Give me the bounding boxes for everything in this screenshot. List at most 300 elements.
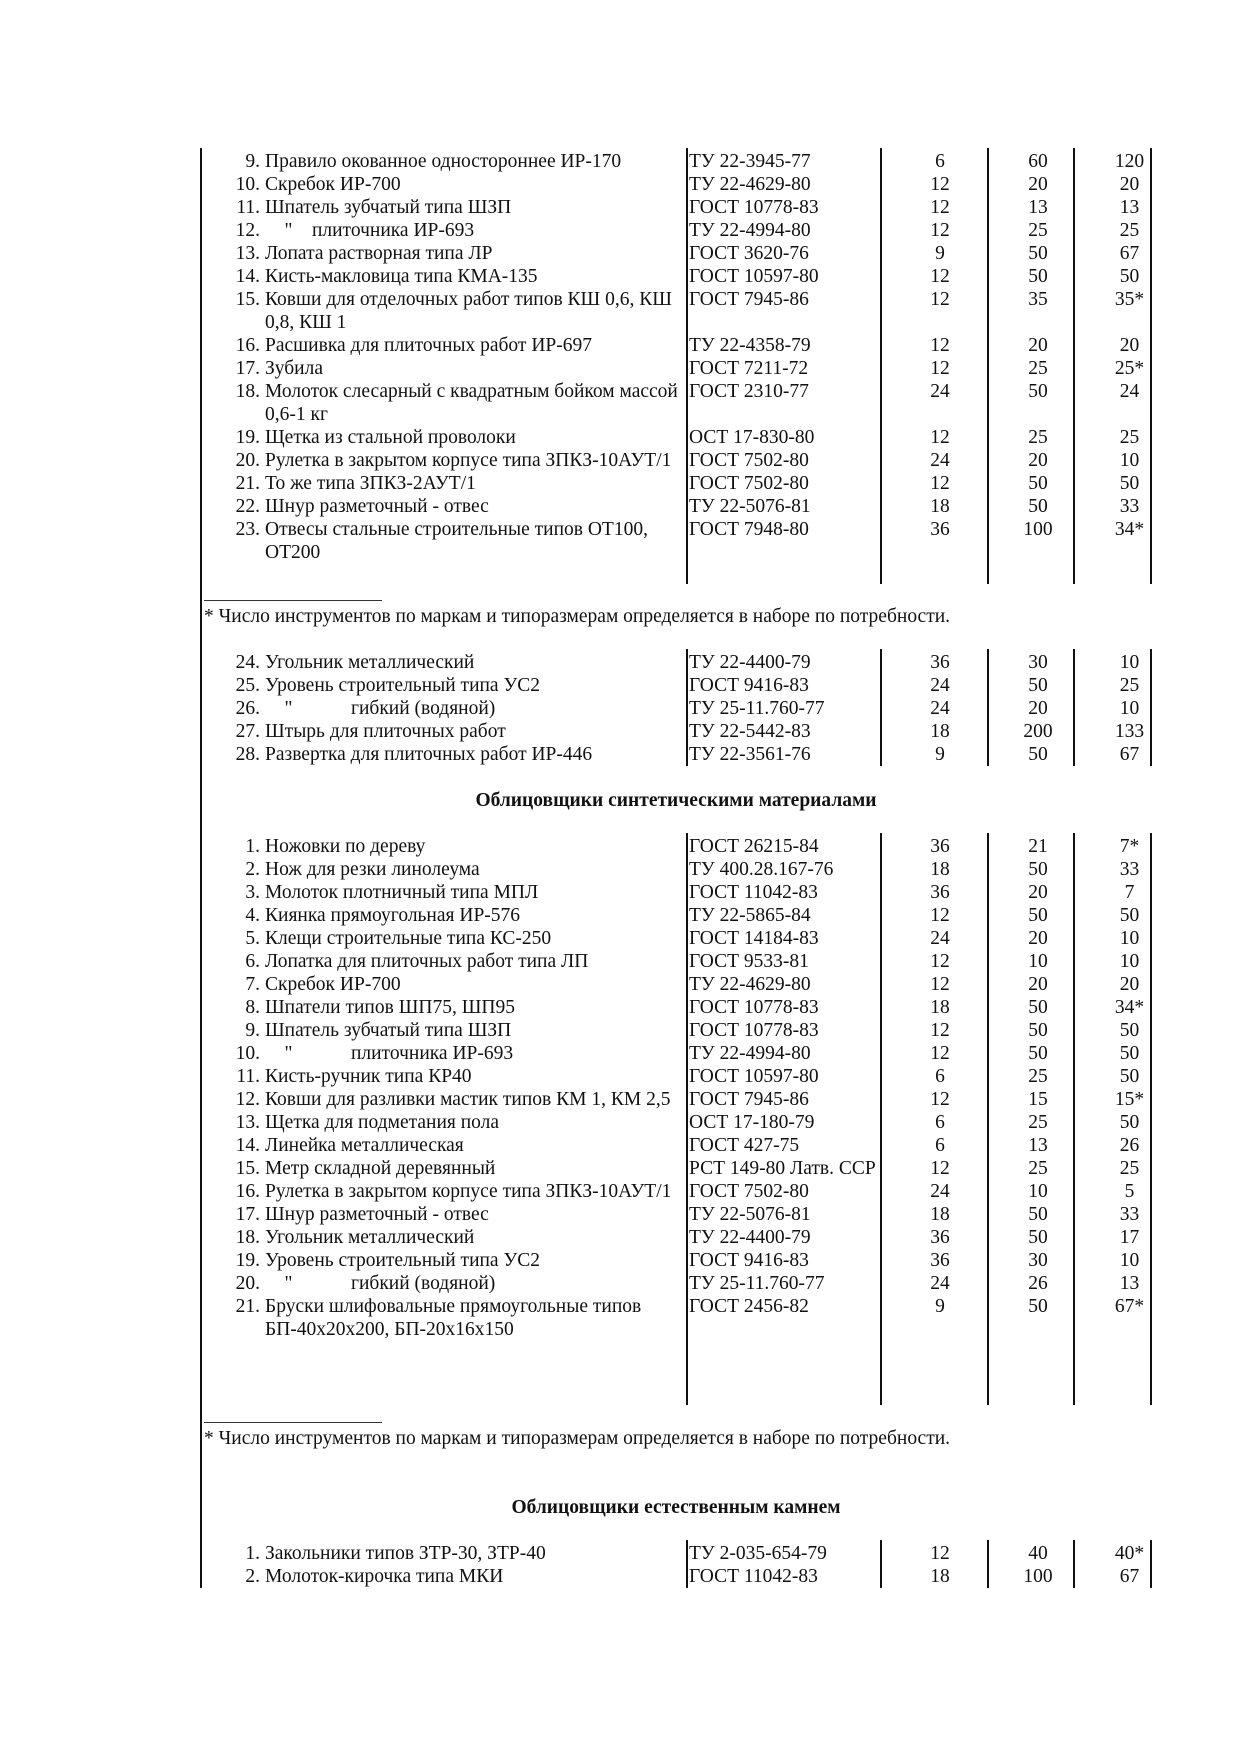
tools-table-stone xyxy=(200,1542,1152,1588)
standard-ref: ТУ 22-4400-79 xyxy=(689,1227,811,1248)
standard-ref: ТУ 25-11.760-77 xyxy=(689,698,825,719)
row-number: 9. xyxy=(245,151,260,172)
quantity-per-brigade: 10 xyxy=(1119,1250,1140,1271)
quantity-per-brigade: 67 xyxy=(1119,744,1140,765)
set-quantity: 100 xyxy=(1023,1566,1053,1587)
quantity-per-brigade: 50 xyxy=(1119,1112,1140,1133)
tool-name: Ножовки по дереву xyxy=(265,836,426,857)
quantity-per-brigade: 20 xyxy=(1119,974,1140,995)
table-row xyxy=(200,219,1152,242)
row-number: 17. xyxy=(235,358,260,379)
standard-ref: ТУ 22-5865-84 xyxy=(689,905,811,926)
service-life: 24 xyxy=(930,1181,950,1202)
row-number: 14. xyxy=(235,266,260,287)
quantity-per-brigade: 10 xyxy=(1119,652,1140,673)
table-row xyxy=(200,1203,1152,1226)
tool-name: Лопата растворная типа ЛР xyxy=(265,243,493,264)
table-row xyxy=(200,1042,1152,1065)
service-life: 24 xyxy=(930,698,950,719)
row-number: 13. xyxy=(235,243,260,264)
standard-ref: ГОСТ 7948-80 xyxy=(689,519,809,540)
service-life: 18 xyxy=(930,721,950,742)
table-row xyxy=(200,1088,1152,1111)
service-life: 12 xyxy=(930,335,950,356)
service-life: 12 xyxy=(930,266,950,287)
quantity-per-brigade: 25 xyxy=(1119,427,1140,448)
row-number: 13. xyxy=(235,1112,260,1133)
table-row xyxy=(200,1226,1152,1249)
table-row xyxy=(200,173,1152,196)
standard-ref: ГОСТ 26215-84 xyxy=(689,836,819,857)
standard-ref: ГОСТ 3620-76 xyxy=(689,243,809,264)
standard-ref: ГОСТ 7945-86 xyxy=(689,289,809,310)
quantity-per-brigade: 5 xyxy=(1124,1181,1135,1202)
column-rule xyxy=(1073,649,1075,766)
set-quantity: 50 xyxy=(1028,496,1048,517)
tool-name: Правило окованное одностороннее ИР-170 xyxy=(265,151,622,172)
service-life: 12 xyxy=(930,473,950,494)
tool-name: Шнур разметочный - отвес xyxy=(265,1204,489,1225)
tool-name: Зубила xyxy=(265,358,324,379)
standard-ref: ТУ 25-11.760-77 xyxy=(689,1273,825,1294)
section-heading: Облицовщики естественным камнем xyxy=(511,1497,841,1518)
quantity-per-brigade: 67 xyxy=(1119,1566,1140,1587)
standard-ref: ТУ 22-5076-81 xyxy=(689,496,811,517)
tool-name: Угольник металлический xyxy=(265,1227,475,1248)
row-number: 22. xyxy=(235,496,260,517)
tool-name: " плиточника ИР-693 xyxy=(265,1043,514,1064)
footnote-rule xyxy=(204,1422,382,1423)
footnote: * Число инструментов по маркам и типоразмерам определяется в наборе по потребности. xyxy=(204,606,951,627)
standard-ref: ГОСТ 11042-83 xyxy=(689,882,818,903)
row-number: 15. xyxy=(235,289,260,310)
column-rule xyxy=(880,833,882,1405)
table-row xyxy=(200,1542,1152,1565)
service-life: 36 xyxy=(930,652,950,673)
row-number: 23. xyxy=(235,519,260,540)
row-number: 19. xyxy=(235,427,260,448)
row-number: 21. xyxy=(235,473,260,494)
tool-name: Расшивка для плиточных работ ИР-697 xyxy=(265,335,592,356)
standard-ref: ТУ 2-035-654-79 xyxy=(689,1543,827,1564)
quantity-per-brigade: 33 xyxy=(1119,1204,1140,1225)
standard-ref: ТУ 400.28.167-76 xyxy=(689,859,834,880)
table-row xyxy=(200,1157,1152,1180)
standard-ref: ТУ 22-3561-76 xyxy=(689,744,811,765)
row-number: 18. xyxy=(235,381,260,402)
quantity-per-brigade: 34* xyxy=(1114,997,1145,1018)
table-row xyxy=(200,1065,1152,1088)
table-row xyxy=(200,380,1152,426)
row-number: 27. xyxy=(235,721,260,742)
standard-ref: ТУ 22-4400-79 xyxy=(689,652,811,673)
row-number: 10. xyxy=(235,1043,260,1064)
service-life: 6 xyxy=(935,1135,945,1156)
row-number: 5. xyxy=(245,928,260,949)
tools-table-synthetic xyxy=(200,835,1152,1341)
set-quantity: 25 xyxy=(1028,427,1048,448)
row-number: 15. xyxy=(235,1158,260,1179)
set-quantity: 25 xyxy=(1028,1112,1048,1133)
section-heading: Облицовщики синтетическими материалами xyxy=(475,790,877,811)
set-quantity: 13 xyxy=(1028,1135,1048,1156)
table-row xyxy=(200,950,1152,973)
column-rule xyxy=(880,649,882,766)
service-life: 6 xyxy=(935,1112,945,1133)
tool-name: Уровень строительный типа УС2 xyxy=(265,1250,541,1271)
tool-name: Шпатель зубчатый типа ШЗП xyxy=(265,197,512,218)
standard-ref: ГОСТ 7502-80 xyxy=(689,1181,809,1202)
tool-name: То же типа ЗПКЗ-2АУТ/1 xyxy=(265,473,476,494)
row-number: 11. xyxy=(236,1066,260,1087)
table-row xyxy=(200,1019,1152,1042)
tool-name: Бруски шлифовальные прямоугольные типов БП-40х20х200, БП-20х16х150 xyxy=(265,1296,647,1340)
set-quantity: 50 xyxy=(1028,266,1048,287)
tool-name: Угольник металлический xyxy=(265,652,475,673)
quantity-per-brigade: 50 xyxy=(1119,905,1140,926)
quantity-per-brigade: 15* xyxy=(1114,1089,1145,1110)
quantity-per-brigade: 17 xyxy=(1119,1227,1140,1248)
standard-ref: ГОСТ 2456-82 xyxy=(689,1296,809,1317)
column-rule xyxy=(1073,148,1075,584)
quantity-per-brigade: 50 xyxy=(1119,266,1140,287)
set-quantity: 50 xyxy=(1028,473,1048,494)
table-row xyxy=(200,495,1152,518)
service-life: 12 xyxy=(930,1089,950,1110)
column-rule xyxy=(987,148,989,584)
tool-name: " гибкий (водяной) xyxy=(265,698,496,719)
service-life: 6 xyxy=(935,151,945,172)
set-quantity: 20 xyxy=(1028,974,1048,995)
table-row xyxy=(200,904,1152,927)
row-number: 8. xyxy=(245,997,260,1018)
standard-ref: ГОСТ 14184-83 xyxy=(689,928,819,949)
tool-name: Щетка для подметания пола xyxy=(265,1112,500,1133)
column-rule xyxy=(686,1540,688,1588)
set-quantity: 25 xyxy=(1028,358,1048,379)
standard-ref: ТУ 22-3945-77 xyxy=(689,151,811,172)
set-quantity: 50 xyxy=(1028,905,1048,926)
set-quantity: 20 xyxy=(1028,174,1048,195)
set-quantity: 10 xyxy=(1028,1181,1048,1202)
table-row xyxy=(200,973,1152,996)
quantity-per-brigade: 26 xyxy=(1119,1135,1140,1156)
table-row xyxy=(200,927,1152,950)
quantity-per-brigade: 67 xyxy=(1119,243,1140,264)
standard-ref: ГОСТ 9533-81 xyxy=(689,951,809,972)
tool-name: Штырь для плиточных работ xyxy=(265,721,506,742)
service-life: 12 xyxy=(930,427,950,448)
table-row xyxy=(200,651,1152,674)
standard-ref: ГОСТ 9416-83 xyxy=(689,1250,809,1271)
row-number: 18. xyxy=(235,1227,260,1248)
table-row xyxy=(200,288,1152,334)
tool-name: Скребок ИР-700 xyxy=(265,174,401,195)
tool-name: Ковши для разливки мастик типов КМ 1, КМ 2,5 xyxy=(265,1089,671,1110)
standard-ref: ОСТ 17-180-79 xyxy=(689,1112,815,1133)
standard-ref: ГОСТ 7945-86 xyxy=(689,1089,809,1110)
tool-name: Ковши для отделочных работ типов КШ 0,6, КШ 0,8, КШ 1 xyxy=(265,289,677,333)
row-number: 2. xyxy=(245,859,260,880)
row-number: 16. xyxy=(235,1181,260,1202)
tool-name: Рулетка в закрытом корпусе типа ЗПКЗ-10АУТ/1 xyxy=(265,450,672,471)
service-life: 18 xyxy=(930,496,950,517)
tool-name: Развертка для плиточных работ ИР-446 xyxy=(265,744,593,765)
standard-ref: ГОСТ 10597-80 xyxy=(689,1066,819,1087)
set-quantity: 25 xyxy=(1028,220,1048,241)
column-rule xyxy=(686,649,688,766)
set-quantity: 60 xyxy=(1028,151,1048,172)
row-number: 11. xyxy=(236,197,260,218)
column-rule xyxy=(1150,833,1152,1405)
standard-ref: ГОСТ 10778-83 xyxy=(689,197,819,218)
tools-table-part-2 xyxy=(200,651,1152,766)
tool-name: Молоток слесарный с квадратным бойком массой 0,6-1 кг xyxy=(265,381,683,425)
service-life: 36 xyxy=(930,882,950,903)
tool-name: Уровень строительный типа УС2 xyxy=(265,675,541,696)
set-quantity: 35 xyxy=(1028,289,1048,310)
column-rule xyxy=(987,1540,989,1588)
table-row xyxy=(200,674,1152,697)
standard-ref: ГОСТ 10778-83 xyxy=(689,1020,819,1041)
standard-ref: ГОСТ 9416-83 xyxy=(689,675,809,696)
tool-name: Нож для резки линолеума xyxy=(265,859,480,880)
set-quantity: 50 xyxy=(1028,1043,1048,1064)
set-quantity: 13 xyxy=(1028,197,1048,218)
table-row xyxy=(200,835,1152,858)
column-rule xyxy=(1150,649,1152,766)
standard-ref: ТУ 22-4994-80 xyxy=(689,1043,811,1064)
column-rule xyxy=(987,649,989,766)
service-life: 12 xyxy=(930,289,950,310)
column-rule xyxy=(987,833,989,1405)
set-quantity: 20 xyxy=(1028,450,1048,471)
row-number: 12. xyxy=(235,1089,260,1110)
service-life: 36 xyxy=(930,519,950,540)
row-number: 14. xyxy=(235,1135,260,1156)
table-row xyxy=(200,357,1152,380)
set-quantity: 20 xyxy=(1028,335,1048,356)
quantity-per-brigade: 50 xyxy=(1119,1020,1140,1041)
service-life: 12 xyxy=(930,174,950,195)
quantity-per-brigade: 120 xyxy=(1114,151,1145,172)
quantity-per-brigade: 133 xyxy=(1114,721,1145,742)
service-life: 18 xyxy=(930,997,950,1018)
row-number: 25. xyxy=(235,675,260,696)
set-quantity: 30 xyxy=(1028,652,1048,673)
column-rule xyxy=(686,148,688,584)
table-row xyxy=(200,996,1152,1019)
service-life: 12 xyxy=(930,1543,950,1564)
standard-ref: ГОСТ 7502-80 xyxy=(689,473,809,494)
set-quantity: 10 xyxy=(1028,951,1048,972)
row-number: 16. xyxy=(235,335,260,356)
standard-ref: ОСТ 17-830-80 xyxy=(689,427,815,448)
standard-ref: ТУ 22-4994-80 xyxy=(689,220,811,241)
service-life: 24 xyxy=(930,381,950,402)
row-number: 24. xyxy=(235,652,260,673)
quantity-per-brigade: 35* xyxy=(1114,289,1145,310)
quantity-per-brigade: 67* xyxy=(1114,1296,1145,1317)
service-life: 12 xyxy=(930,905,950,926)
row-number: 21. xyxy=(235,1296,260,1317)
quantity-per-brigade: 50 xyxy=(1119,1066,1140,1087)
service-life: 24 xyxy=(930,928,950,949)
quantity-per-brigade: 25 xyxy=(1119,675,1140,696)
set-quantity: 15 xyxy=(1028,1089,1048,1110)
table-row xyxy=(200,720,1152,743)
table-row xyxy=(200,1295,1152,1341)
set-quantity: 100 xyxy=(1023,519,1053,540)
quantity-per-brigade: 7* xyxy=(1119,836,1140,857)
set-quantity: 25 xyxy=(1028,1158,1048,1179)
column-rule xyxy=(880,148,882,584)
table-row xyxy=(200,1180,1152,1203)
service-life: 6 xyxy=(935,1066,945,1087)
service-life: 9 xyxy=(935,744,945,765)
column-rule xyxy=(1073,833,1075,1405)
set-quantity: 30 xyxy=(1028,1250,1048,1271)
tool-name: Лопатка для плиточных работ типа ЛП xyxy=(265,951,589,972)
set-quantity: 20 xyxy=(1028,698,1048,719)
service-life: 12 xyxy=(930,951,950,972)
service-life: 18 xyxy=(930,1204,950,1225)
tool-name: Киянка прямоугольная ИР-576 xyxy=(265,905,521,926)
table-row xyxy=(200,472,1152,495)
column-rule xyxy=(1150,1540,1152,1588)
set-quantity: 200 xyxy=(1023,721,1053,742)
tool-name: " гибкий (водяной) xyxy=(265,1273,496,1294)
row-number: 20. xyxy=(235,450,260,471)
row-number: 28. xyxy=(235,744,260,765)
quantity-per-brigade: 50 xyxy=(1119,1043,1140,1064)
quantity-per-brigade: 33 xyxy=(1119,859,1140,880)
standard-ref: ГОСТ 10597-80 xyxy=(689,266,819,287)
column-rule xyxy=(1150,148,1152,584)
tools-table-part-1 xyxy=(200,150,1152,564)
quantity-per-brigade: 25* xyxy=(1114,358,1145,379)
table-row xyxy=(200,881,1152,904)
service-life: 18 xyxy=(930,859,950,880)
set-quantity: 50 xyxy=(1028,1020,1048,1041)
set-quantity: 50 xyxy=(1028,859,1048,880)
quantity-per-brigade: 24 xyxy=(1119,381,1140,402)
table-row xyxy=(200,449,1152,472)
service-life: 12 xyxy=(930,974,950,995)
quantity-per-brigade: 25 xyxy=(1119,220,1140,241)
table-row xyxy=(200,242,1152,265)
footnote: * Число инструментов по маркам и типоразмерам определяется в наборе по потребности. xyxy=(204,1428,951,1449)
set-quantity: 50 xyxy=(1028,1227,1048,1248)
tool-name: Скребок ИР-700 xyxy=(265,974,401,995)
column-rule xyxy=(880,1540,882,1588)
quantity-per-brigade: 40* xyxy=(1114,1543,1145,1564)
table-row xyxy=(200,265,1152,288)
set-quantity: 26 xyxy=(1028,1273,1048,1294)
tool-name: Шпатели типов ШП75, ШП95 xyxy=(265,997,515,1018)
row-number: 9. xyxy=(245,1020,260,1041)
standard-ref: ТУ 22-5076-81 xyxy=(689,1204,811,1225)
set-quantity: 25 xyxy=(1028,1066,1048,1087)
standard-ref: ТУ 22-4629-80 xyxy=(689,974,811,995)
column-rule xyxy=(1073,1540,1075,1588)
service-life: 36 xyxy=(930,1250,950,1271)
tool-name: Клещи строительные типа КС-250 xyxy=(265,928,552,949)
table-row xyxy=(200,858,1152,881)
quantity-per-brigade: 50 xyxy=(1119,473,1140,494)
quantity-per-brigade: 7 xyxy=(1124,882,1135,903)
service-life: 12 xyxy=(930,220,950,241)
service-life: 36 xyxy=(930,836,950,857)
set-quantity: 50 xyxy=(1028,1296,1048,1317)
service-life: 24 xyxy=(930,1273,950,1294)
tool-name: Щетка из стальной проволоки xyxy=(265,427,516,448)
row-number: 4. xyxy=(245,905,260,926)
service-life: 12 xyxy=(930,197,950,218)
table-row xyxy=(200,1249,1152,1272)
column-rule xyxy=(686,833,688,1405)
standard-ref: ГОСТ 2310-77 xyxy=(689,381,809,402)
tool-name: Молоток плотничный типа МПЛ xyxy=(265,882,539,903)
quantity-per-brigade: 13 xyxy=(1119,197,1140,218)
service-life: 9 xyxy=(935,1296,945,1317)
set-quantity: 21 xyxy=(1028,836,1048,857)
tool-name: Рулетка в закрытом корпусе типа ЗПКЗ-10АУТ/1 xyxy=(265,1181,672,1202)
service-life: 9 xyxy=(935,243,945,264)
service-life: 12 xyxy=(930,1043,950,1064)
standard-ref: ГОСТ 11042-83 xyxy=(689,1566,818,1587)
table-row xyxy=(200,426,1152,449)
set-quantity: 20 xyxy=(1028,882,1048,903)
set-quantity: 50 xyxy=(1028,1204,1048,1225)
service-life: 12 xyxy=(930,1158,950,1179)
standard-ref: ТУ 22-4358-79 xyxy=(689,335,811,356)
tool-name: Закольники типов ЗТР-30, ЗТР-40 xyxy=(265,1543,546,1564)
set-quantity: 50 xyxy=(1028,997,1048,1018)
row-number: 10. xyxy=(235,174,260,195)
set-quantity: 20 xyxy=(1028,928,1048,949)
quantity-per-brigade: 34* xyxy=(1114,519,1145,540)
row-number: 1. xyxy=(245,1543,260,1564)
standard-ref: ГОСТ 427-75 xyxy=(689,1135,800,1156)
set-quantity: 50 xyxy=(1028,744,1048,765)
row-number: 1. xyxy=(245,836,260,857)
row-number: 20. xyxy=(235,1273,260,1294)
quantity-per-brigade: 33 xyxy=(1119,496,1140,517)
row-number: 12. xyxy=(235,220,260,241)
table-row xyxy=(200,1111,1152,1134)
service-life: 18 xyxy=(930,1566,950,1587)
standard-ref: ТУ 22-5442-83 xyxy=(689,721,811,742)
row-number: 26. xyxy=(235,698,260,719)
row-number: 3. xyxy=(245,882,260,903)
tool-name: Линейка металлическая xyxy=(265,1135,464,1156)
table-row xyxy=(200,196,1152,219)
row-number: 17. xyxy=(235,1204,260,1225)
table-row xyxy=(200,1134,1152,1157)
tool-name: Шпатель зубчатый типа ШЗП xyxy=(265,1020,512,1041)
footnote-rule xyxy=(204,600,382,601)
standard-ref: ТУ 22-4629-80 xyxy=(689,174,811,195)
standard-ref: ГОСТ 7502-80 xyxy=(689,450,809,471)
tool-name: Шнур разметочный - отвес xyxy=(265,496,489,517)
tool-name: Кисть-ручник типа КР40 xyxy=(265,1066,472,1087)
row-number: 7. xyxy=(245,974,260,995)
table-row xyxy=(200,1272,1152,1295)
table-row xyxy=(200,518,1152,564)
tool-name: Отвесы стальные строительные типов ОТ100, ОТ200 xyxy=(265,519,653,563)
service-life: 24 xyxy=(930,450,950,471)
